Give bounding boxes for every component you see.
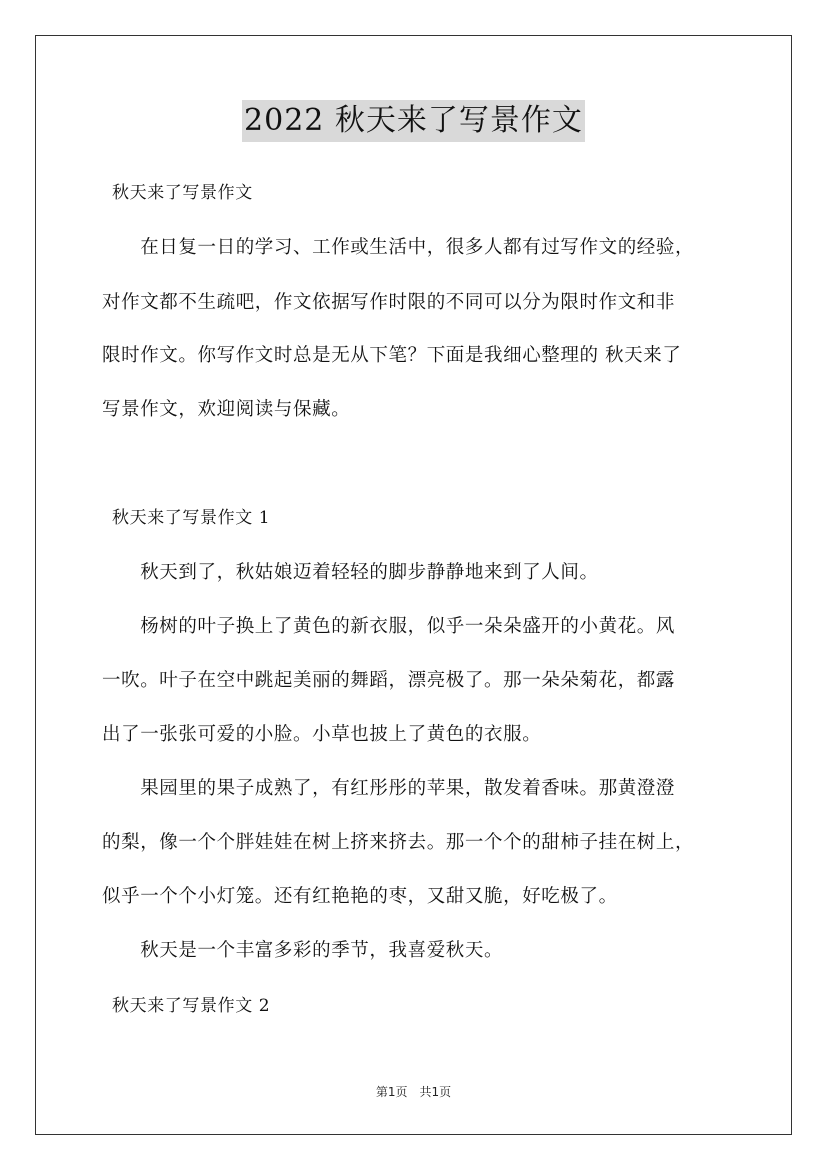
document-title: 2022 秋天来了写景作文 <box>242 100 585 142</box>
section1-heading: 秋天来了写景作文 1 <box>112 508 271 528</box>
intro-line: 写景作文，欢迎阅读与保藏。 <box>102 399 351 420</box>
section1-line: 杨树的叶子换上了黄色的新衣服，似乎一朵朵盛开的小黄花。风 <box>102 616 676 637</box>
section1-line: 似乎一个个小灯笼。还有红艳艳的枣，又甜又脆，好吃极了。 <box>102 886 618 907</box>
page-footer: 第1页 共1页 <box>375 1085 452 1099</box>
section1-line: 秋天到了，秋姑娘迈着轻轻的脚步静静地来到了人间。 <box>102 562 599 583</box>
intro-line: 对作文都不生疏吧，作文依据写作时限的不同可以分为限时作文和非 <box>102 292 676 313</box>
section1-line: 出了一张张可爱的小脸。小草也披上了黄色的衣服。 <box>102 724 542 745</box>
intro-line: 限时作文。你写作文时总是无从下笔？下面是我细心整理的 秋天来了 <box>102 345 682 366</box>
section1-line: 果园里的果子成熟了，有红彤彤的苹果，散发着香味。那黄澄澄 <box>102 778 676 799</box>
section1-line: 秋天是一个丰富多彩的季节，我喜爱秋天。 <box>102 940 504 961</box>
section1-line: 一吹。叶子在空中跳起美丽的舞蹈，漂亮极了。那一朵朵菊花，都露 <box>102 670 676 691</box>
title-wrap <box>0 100 827 142</box>
section2-heading: 秋天来了写景作文 2 <box>112 996 271 1016</box>
intro-heading: 秋天来了写景作文 <box>112 183 253 203</box>
section1-line: 的梨，像一个个胖娃娃在树上挤来挤去。那一个个的甜柿子挂在树上， <box>102 832 695 853</box>
intro-line: 在日复一日的学习、工作或生活中，很多人都有过写作文的经验， <box>102 237 695 258</box>
